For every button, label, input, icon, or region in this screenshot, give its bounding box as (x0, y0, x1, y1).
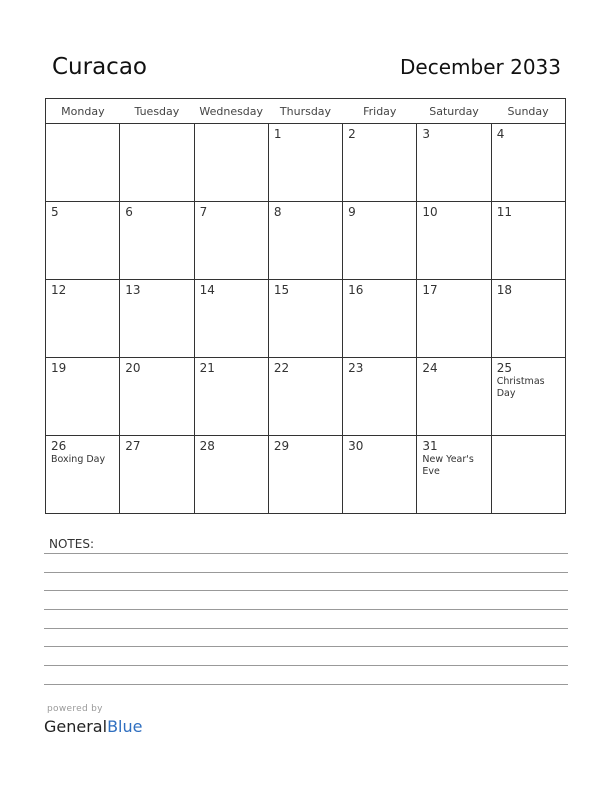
day-number: 26 (51, 439, 67, 453)
day-cell (46, 358, 120, 436)
day-number: 6 (125, 205, 133, 219)
holiday-label: Christmas Day (496, 376, 545, 399)
day-number: 1 (273, 127, 282, 141)
day-number: 18 (496, 283, 512, 297)
day-number: 20 (125, 361, 141, 375)
day-cell (491, 124, 565, 202)
weekday-header: Sunday (491, 99, 565, 124)
day-number (120, 124, 193, 127)
day-cell (120, 124, 194, 202)
weekday-header-row (46, 99, 566, 124)
note-line (44, 646, 568, 647)
day-cell (46, 124, 120, 202)
week-row (46, 124, 566, 202)
day-number: 10 (422, 205, 438, 219)
day-cell (417, 280, 491, 358)
day-cell (343, 358, 417, 436)
day-cell (343, 436, 417, 514)
day-cell (268, 436, 342, 514)
day-cell (417, 124, 491, 202)
day-cell (120, 202, 194, 280)
day-cell (268, 280, 342, 358)
note-line (44, 665, 568, 666)
day-number: 4 (496, 127, 505, 141)
day-number: 28 (199, 439, 215, 453)
logo-text-blue: Blue (107, 717, 143, 736)
day-cell (268, 358, 342, 436)
day-cell (343, 124, 417, 202)
day-cell (194, 202, 268, 280)
day-number: 30 (348, 439, 364, 453)
day-number: 17 (422, 283, 438, 297)
holiday-label: New Year's Eve (422, 454, 474, 477)
day-number: 29 (273, 439, 290, 453)
day-number: 9 (348, 205, 356, 219)
logo-text-general: General (44, 717, 108, 736)
country-title: Curacao (52, 54, 147, 80)
weekday-header: Friday (343, 99, 417, 124)
day-cell (491, 436, 565, 514)
day-cell (194, 280, 268, 358)
note-line (44, 609, 568, 610)
day-cell (46, 436, 120, 514)
day-number: 15 (273, 283, 290, 297)
weekday-header: Tuesday (120, 99, 194, 124)
day-number (492, 436, 565, 439)
note-line (44, 572, 568, 573)
day-cell (343, 202, 417, 280)
day-cell (120, 280, 194, 358)
weekday-header: Saturday (417, 99, 491, 124)
day-number: 5 (51, 205, 59, 219)
day-cell (194, 124, 268, 202)
day-number: 3 (422, 127, 431, 141)
day-cell (417, 436, 491, 514)
day-cell (46, 280, 120, 358)
note-line (44, 590, 568, 591)
generalblue-logo (44, 717, 142, 736)
day-number: 23 (348, 361, 364, 375)
calendar-grid (45, 98, 566, 514)
day-number: 8 (273, 205, 282, 219)
day-cell (491, 358, 565, 436)
day-number: 12 (51, 283, 67, 297)
day-number: 13 (125, 283, 141, 297)
day-cell (194, 436, 268, 514)
day-cell (120, 358, 194, 436)
note-line (44, 628, 568, 629)
day-cell (491, 280, 565, 358)
day-number: 24 (422, 361, 438, 375)
day-cell (46, 202, 120, 280)
day-number: 2 (348, 127, 356, 141)
week-row (46, 280, 566, 358)
day-cell (417, 358, 491, 436)
holiday-label: Boxing Day (51, 454, 106, 465)
day-number: 19 (51, 361, 67, 375)
day-number: 21 (199, 361, 215, 375)
day-number: 16 (348, 283, 364, 297)
weekday-header: Wednesday (194, 99, 268, 124)
day-cell (491, 202, 565, 280)
month-year-title: December 2033 (400, 55, 561, 79)
week-row (46, 358, 566, 436)
weekday-header: Monday (46, 99, 120, 124)
day-number: 31 (422, 439, 438, 453)
day-number (195, 124, 268, 127)
day-number: 11 (496, 205, 512, 219)
day-number: 14 (199, 283, 215, 297)
week-row (46, 436, 566, 514)
day-cell (268, 202, 342, 280)
day-number: 22 (273, 361, 290, 375)
note-line (44, 553, 568, 554)
weekday-header: Thursday (268, 99, 342, 124)
calendar-body (46, 124, 566, 514)
day-number: 27 (125, 439, 141, 453)
day-cell (417, 202, 491, 280)
week-row (46, 202, 566, 280)
day-number: 25 (496, 361, 512, 375)
note-line (44, 684, 568, 685)
notes-label: NOTES: (49, 537, 94, 551)
day-cell (343, 280, 417, 358)
day-cell (120, 436, 194, 514)
day-cell (194, 358, 268, 436)
powered-by-text: powered by (47, 704, 103, 714)
day-number (46, 124, 119, 127)
day-number: 7 (199, 205, 208, 219)
day-cell (268, 124, 342, 202)
